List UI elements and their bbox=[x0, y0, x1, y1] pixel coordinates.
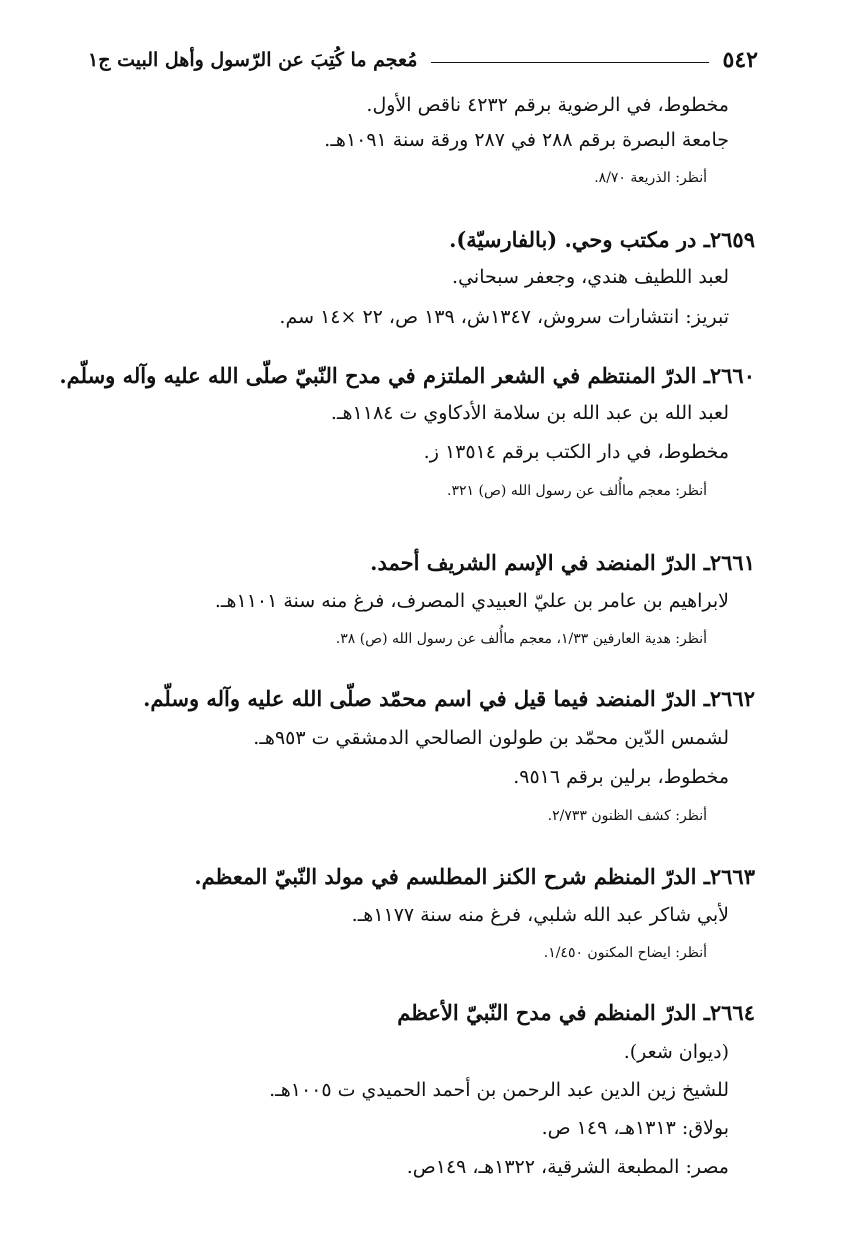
text-line: مخطوط، برلين برقم ٩٥١٦. bbox=[513, 766, 729, 788]
book-title: مُعجم ما كُتِبَ عن الرّسول وأهل البيت ج١ bbox=[88, 49, 418, 71]
text-line: لعبد الله بن عبد الله بن سلامة الأدكاوي ت ١١٨٤هـ. bbox=[330, 402, 729, 424]
entry-title: ـ الدرّ المنضد في الإسم الشريف أحمد. bbox=[370, 550, 710, 575]
text-line: لشمس الدّين محمّد بن طولون الصالحي الدمشقي ت ٩٥٣هـ. bbox=[253, 727, 729, 749]
entry-heading-2659 bbox=[449, 229, 755, 250]
reference-note: أنظر: كشف الظنون ٢/٧٣٣. bbox=[547, 808, 707, 824]
entry-number: ٢٦٥٩ bbox=[709, 227, 755, 252]
text-line: لأبي شاكر عبد الله شلبي، فرغ منه سنة ١١٧٧هـ. bbox=[351, 904, 729, 926]
text-line: مصر: المطبعة الشرقية، ١٣٢٢هـ، ١٤٩ص. bbox=[406, 1156, 729, 1178]
entry-number: ٢٦٦١ bbox=[709, 550, 755, 575]
text-line: (ديوان شعر). bbox=[623, 1041, 729, 1063]
reference-note: أنظر: معجم ماأُلف عن رسول الله (ص) ٣٢١. bbox=[447, 483, 707, 499]
entry-heading-2663 bbox=[194, 866, 755, 887]
text-line: للشيخ زين الدين عبد الرحمن بن أحمد الحميدي ت ١٠٠٥هـ. bbox=[269, 1079, 729, 1101]
reference-note: أنظر: الذريعة ٨/٧٠. bbox=[594, 170, 707, 186]
reference-note: أنظر: هدية العارفين ١/٣٣، معجم ماأُلف عن رسول الله (ص) ٣٨. bbox=[335, 631, 707, 647]
running-header bbox=[88, 42, 758, 78]
entry-number: ٢٦٦٣ bbox=[709, 864, 755, 889]
entry-heading-2661 bbox=[370, 552, 755, 573]
entry-number: ٢٦٦٠ bbox=[709, 363, 755, 388]
text-line: لابراهيم بن عامر بن عليّ العبيدي المصرف، فرغ منه سنة ١١٠١هـ. bbox=[214, 590, 729, 612]
text-line: مخطوط، في الرضوية برقم ٤٢٣٢ ناقص الأول. bbox=[366, 94, 729, 116]
entry-heading-2662 bbox=[143, 688, 755, 709]
entry-number: ٢٦٦٤ bbox=[709, 1000, 755, 1025]
text-line: تبريز: انتشارات سروش، ١٣٤٧ش، ١٣٩ ص، ٢٢ ×١٤ سم. bbox=[279, 306, 729, 328]
text-line: لعبد اللطيف هندي، وجعفر سبحاني. bbox=[452, 266, 729, 288]
reference-note: أنظر: ايضاح المكنون ١/٤٥٠. bbox=[543, 945, 707, 961]
page-number: ٥٤٢ bbox=[722, 47, 758, 73]
entry-title: ـ الدرّ المنظم في مدح النّبيّ الأعظم bbox=[397, 1000, 710, 1025]
entry-title: ـ در مكتب وحي. (بالفارسيّة). bbox=[449, 227, 710, 252]
text-line: بولاق: ١٣١٣هـ، ١٤٩ ص. bbox=[541, 1117, 729, 1139]
text-line: جامعة البصرة برقم ٢٨٨ في ٢٨٧ ورقة سنة ١٠٩١هـ. bbox=[324, 129, 729, 151]
entry-title: ـ الدرّ المنتظم في الشعر الملتزم في مدح النّبيّ صلّى الله عليه وآله وسلّم. bbox=[59, 363, 710, 388]
text-line: مخطوط، في دار الكتب برقم ١٣٥١٤ ز. bbox=[423, 441, 729, 463]
header-rule bbox=[431, 62, 708, 63]
entry-title: ـ الدرّ المنضد فيما قيل في اسم محمّد صلّى الله عليه وآله وسلّم. bbox=[143, 686, 710, 711]
entry-title: ـ الدرّ المنظم شرح الكنز المطلسم في مولد النّبيّ المعظم. bbox=[194, 864, 710, 889]
entry-heading-2660 bbox=[59, 365, 755, 386]
entry-number: ٢٦٦٢ bbox=[709, 686, 755, 711]
entry-heading-2664 bbox=[397, 1002, 755, 1023]
